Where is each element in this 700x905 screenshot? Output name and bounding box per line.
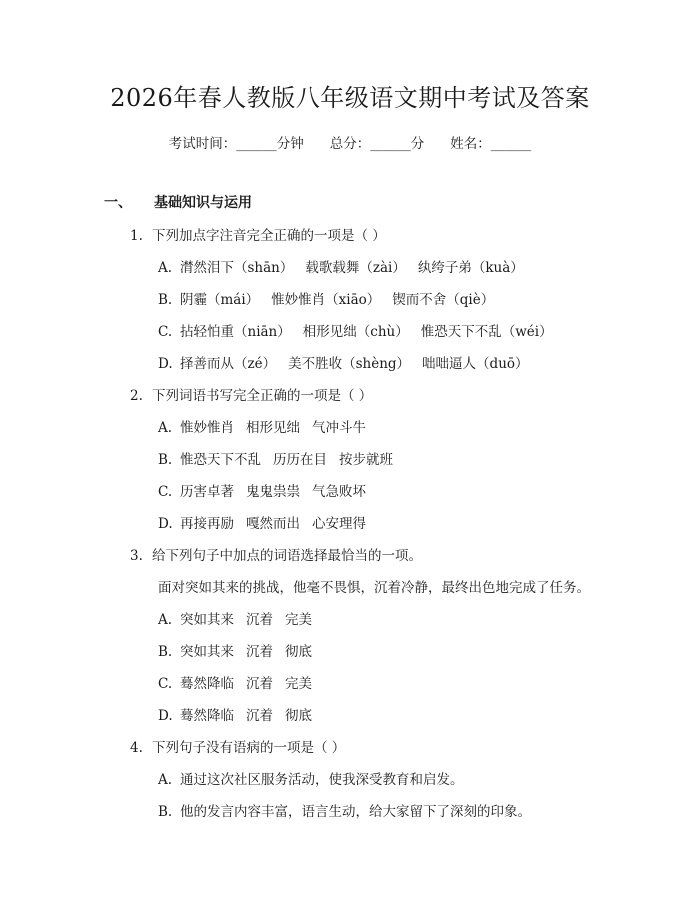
option-part: 惟妙惟肖（xiāo） <box>271 292 381 308</box>
exam-info-line <box>0 132 700 152</box>
option-part: 再接再励 <box>180 516 234 532</box>
option-letter: B. <box>158 452 173 468</box>
option-part: 沉着 <box>246 708 273 724</box>
q1-option-a <box>158 256 524 276</box>
question-number: 2. <box>130 388 143 404</box>
option-part: 完美 <box>285 612 312 628</box>
question-number: 1. <box>130 228 143 244</box>
option-letter: A. <box>158 260 173 276</box>
option-part: 阴霾（mái） <box>180 292 260 308</box>
option-letter: C. <box>158 676 173 692</box>
option-part: 沉着 <box>246 676 273 692</box>
option-part: 沉着 <box>246 644 273 660</box>
option-part: 惟恐天下不乱 <box>180 452 261 468</box>
q3-option-a <box>158 608 312 628</box>
question-4 <box>130 736 345 756</box>
option-part: 拈轻怕重（niān） <box>180 324 291 340</box>
option-part: 蓦然降临 <box>180 676 234 692</box>
option-part: 相形见绌 <box>246 420 300 436</box>
question-text: 给下列句子中加点的词语选择最恰当的一项。 <box>152 548 422 564</box>
q3-option-c <box>158 672 312 692</box>
question-number: 4. <box>130 740 143 756</box>
option-letter: A. <box>158 772 173 788</box>
question-1 <box>130 224 386 244</box>
option-part: 彻底 <box>285 708 312 724</box>
option-letter: D. <box>158 356 173 372</box>
option-part: 彻底 <box>285 644 312 660</box>
question-text: 下列词语书写完全正确的一项是（ ） <box>152 388 373 404</box>
option-part: 心安理得 <box>312 516 366 532</box>
option-part: 惟恐天下不乱（wéi） <box>420 324 553 340</box>
time-label: 考试时间：______分钟 <box>168 136 304 152</box>
name-label: 姓名：______ <box>450 136 532 152</box>
option-letter: B. <box>158 804 173 820</box>
question-2 <box>130 384 372 404</box>
section-title: 基础知识与运用 <box>154 195 252 211</box>
option-part: 锲而不舍（qiè） <box>392 292 495 308</box>
option-part: 相形见绌（chù） <box>302 324 409 340</box>
q1-option-d <box>158 352 529 372</box>
option-letter: B. <box>158 644 173 660</box>
option-part: 通过这次社区服务活动，使我深受教育和启发。 <box>180 772 464 788</box>
q2-option-c <box>158 480 366 500</box>
section-number: 一、 <box>104 195 132 211</box>
section-heading <box>104 192 252 212</box>
option-part: 载歌载舞（zài） <box>305 260 406 276</box>
q1-option-b <box>158 288 494 308</box>
option-part: 潸然泪下（shān） <box>180 260 294 276</box>
option-letter: A. <box>158 612 173 628</box>
option-part: 历历在目 <box>273 452 327 468</box>
q3-option-d <box>158 704 312 724</box>
q3-option-b <box>158 640 312 660</box>
option-part: 嘎然而出 <box>246 516 300 532</box>
option-letter: C. <box>158 324 173 340</box>
option-part: 咄咄逼人（duō） <box>422 356 529 372</box>
page-title: 2026年春人教版八年级语文期中考试及答案 <box>110 84 590 112</box>
option-letter: D. <box>158 708 173 724</box>
question-number: 3. <box>130 548 143 564</box>
option-part: 按步就班 <box>339 452 393 468</box>
q1-option-c <box>158 320 553 340</box>
option-part: 纨绔子弟（kuà） <box>417 260 524 276</box>
option-part: 择善而从（zé） <box>180 356 277 372</box>
question-text: 下列加点字注音完全正确的一项是（ ） <box>152 228 386 244</box>
q4-option-a <box>158 768 464 788</box>
q2-option-a <box>158 416 366 436</box>
option-letter: B. <box>158 292 173 308</box>
option-part: 突如其来 <box>180 644 234 660</box>
option-letter: A. <box>158 420 173 436</box>
question-3 <box>130 544 422 564</box>
option-letter: D. <box>158 516 173 532</box>
q2-option-d <box>158 512 366 532</box>
option-part: 历害卓著 <box>180 484 234 500</box>
option-part: 蓦然降临 <box>180 708 234 724</box>
question-text: 下列句子没有语病的一项是（ ） <box>152 740 346 756</box>
q2-option-b <box>158 448 393 468</box>
option-part: 他的发言内容丰富，语言生动，给大家留下了深刻的印象。 <box>180 804 531 820</box>
option-part: 美不胜收（shèng） <box>288 356 411 372</box>
question-3-sentence: 面对突如其来的挑战，他毫不畏惧，沉着冷静，最终出色地完成了任务。 <box>158 580 590 596</box>
option-letter: C. <box>158 484 173 500</box>
q4-option-b <box>158 800 531 820</box>
option-part: 完美 <box>285 676 312 692</box>
option-part: 鬼鬼祟祟 <box>246 484 300 500</box>
option-part: 沉着 <box>246 612 273 628</box>
option-part: 惟妙惟肖 <box>180 420 234 436</box>
option-part: 气急败坏 <box>312 484 366 500</box>
score-label: 总分：______分 <box>329 136 425 152</box>
option-part: 气冲斗牛 <box>312 420 366 436</box>
option-part: 突如其来 <box>180 612 234 628</box>
